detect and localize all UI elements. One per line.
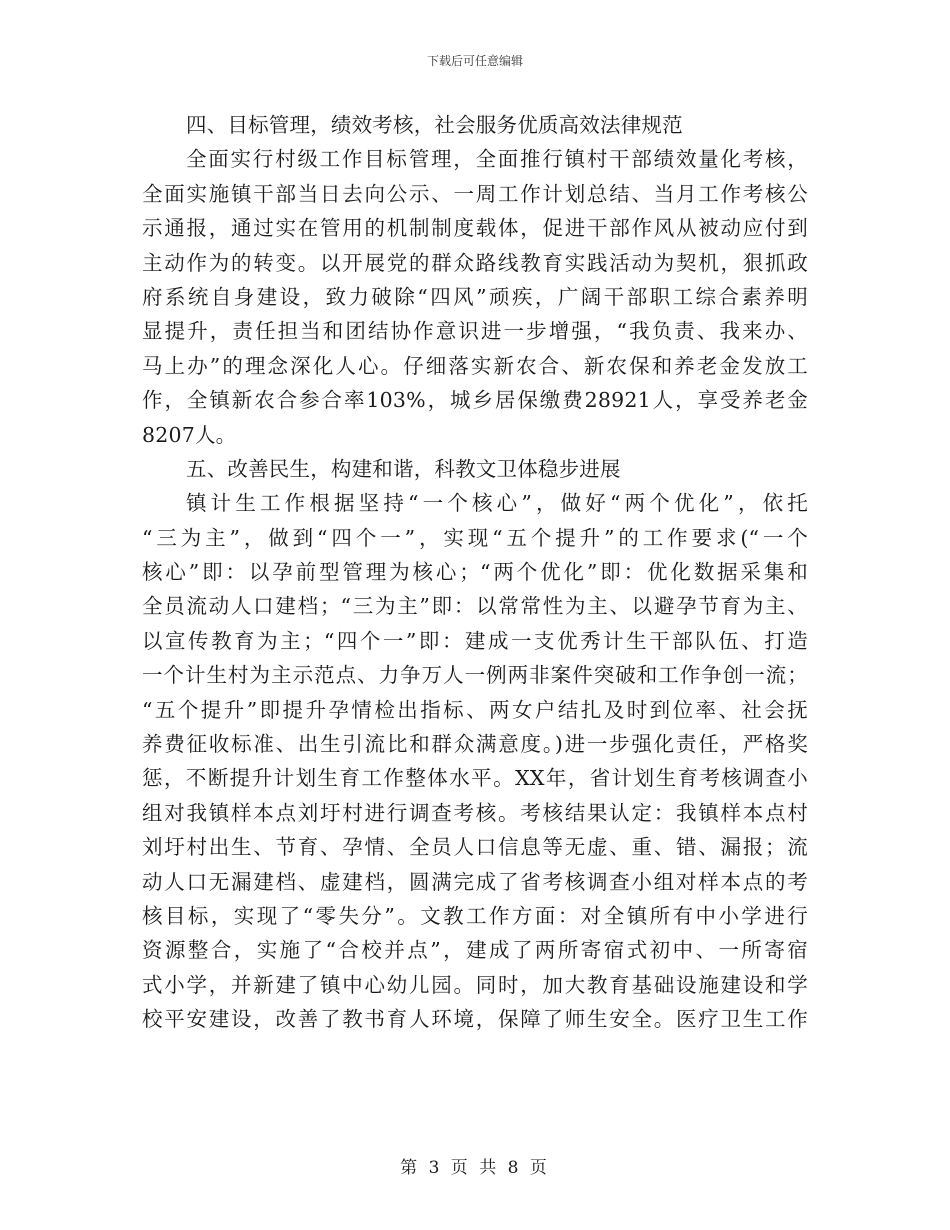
paragraph-line: 主动作为的转变。以开展党的群众路线教育实践活动为契机，狠抓政 [142, 250, 808, 275]
paragraph-line: 校平安建设，改善了教书育人环境，保障了师生安全。医疗卫生工作 [142, 1007, 808, 1032]
paragraph-line-last: 8207人。 [142, 422, 237, 447]
section-heading-5: 五、改善民生，构建和谐，科教文卫体稳步进展 [186, 456, 621, 481]
paragraph-line: 镇计生工作根据坚持“一个核心”，做好“两个优化”，依托 [186, 491, 808, 516]
paragraph-line: “三为主”，做到“四个一”，实现“五个提升”的工作要求(“一个 [142, 525, 808, 550]
paragraph-line: 惩，不断提升计划生育工作整体水平。XX年，省计划生育考核调查小 [142, 766, 808, 791]
paragraph-line: 刘圩村出生、节育、孕情、全员人口信息等无虚、重、错、漏报；流 [142, 835, 808, 860]
paragraph-line: 示通报，通过实在管用的机制制度载体，促进干部作风从被动应付到 [142, 216, 808, 241]
paragraph-line: 全员流动人口建档；“三为主”即：以常常性为主、以避孕节育为主、 [142, 594, 808, 619]
document-body [142, 108, 808, 1037]
paragraph-line: 养费征收标准、出生引流比和群众满意度。)进一步强化责任，严格奖 [142, 732, 808, 757]
paragraph-line: 全面实行村级工作目标管理，全面推行镇村干部绩效量化考核， [186, 147, 808, 172]
paragraph-line: 式小学，并新建了镇中心幼儿园。同时，加大教育基础设施建设和学 [142, 972, 808, 997]
paragraph-line: 一个计生村为主示范点、力争万人一例两非案件突破和工作争创一流； [142, 663, 808, 688]
page-number-footer: 第 3 页 共 8 页 [400, 1158, 550, 1178]
paragraph-line: 资源整合，实施了“合校并点”，建成了两所寄宿式初中、一所寄宿 [142, 938, 808, 963]
paragraph-line: 作，全镇新农合参合率103%，城乡居保缴费28921人，享受养老金 [142, 388, 808, 413]
paragraph-line: 全面实施镇干部当日去向公示、一周工作计划总结、当月工作考核公 [142, 181, 808, 206]
paragraph-line: “五个提升”即提升孕情检出指标、两女户结扎及时到位率、社会抚 [142, 697, 808, 722]
paragraph-line: 马上办”的理念深化人心。仔细落实新农合、新农保和养老金发放工 [142, 353, 808, 378]
paragraph-line: 以宣传教育为主；“四个一”即：建成一支优秀计生干部队伍、打造 [142, 628, 808, 653]
page-header-note: 下载后可任意编辑 [426, 54, 523, 68]
paragraph-line: 动人口无漏建档、虚建档，圆满完成了省考核调查小组对样本点的考 [142, 869, 808, 894]
paragraph-line: 核目标，实现了“零失分”。文教工作方面：对全镇所有中小学进行 [142, 903, 808, 928]
paragraph-line: 组对我镇样本点刘圩村进行调查考核。考核结果认定：我镇样本点村 [142, 800, 808, 825]
paragraph-line: 府系统自身建设，致力破除“四风”顽疾，广阔干部职工综合素养明 [142, 284, 808, 309]
paragraph-line: 显提升，责任担当和团结协作意识进一步增强，“我负责、我来办、 [142, 319, 808, 344]
section-heading-4: 四、目标管理，绩效考核，社会服务优质高效法律规范 [186, 113, 683, 137]
paragraph-line: 核心”即：以孕前型管理为核心；“两个优化”即：优化数据采集和 [142, 560, 808, 585]
